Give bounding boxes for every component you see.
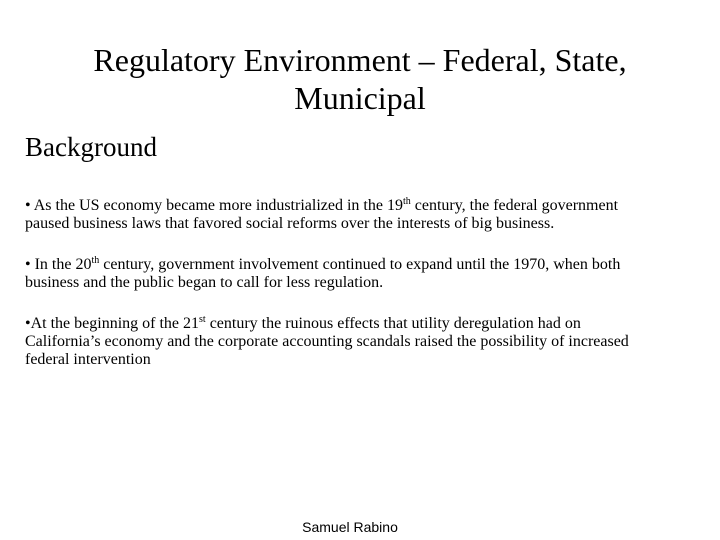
title-line-2: Municipal bbox=[294, 80, 426, 116]
bullet-1-line-1 bbox=[25, 197, 710, 215]
bullet-3-line-2: California’s economy and the corporate accounting scandals raised the possibility of increased bbox=[25, 333, 629, 350]
bullet-item-3 bbox=[25, 315, 710, 369]
section-heading: Background bbox=[25, 132, 157, 162]
bullet-1-text-a: • As the US economy became more industrialized in the 19 bbox=[25, 197, 403, 214]
bullet-1-superscript: th bbox=[402, 196, 411, 207]
bullet-list bbox=[25, 197, 710, 369]
bullet-3-text-b: century the ruinous effects that utility deregulation had on bbox=[205, 315, 581, 332]
bullet-1-line-2: paused business laws that favored social reforms over the interests of big business. bbox=[25, 215, 555, 232]
bullet-1-text-b: century, the federal government bbox=[410, 197, 619, 214]
bullet-3-superscript: st bbox=[199, 314, 206, 325]
bullet-2-line-2: business and the public began to call for less regulation. bbox=[25, 274, 384, 291]
slide-title bbox=[40, 41, 680, 117]
bullet-2-text-b: century, government involvement continued to expand until the 1970, when both bbox=[99, 256, 621, 273]
bullet-item-2 bbox=[25, 256, 710, 292]
bullet-3-line-1 bbox=[25, 315, 710, 333]
footer-author: Samuel Rabino bbox=[302, 519, 398, 535]
bullet-2-text-a: • In the 20 bbox=[25, 256, 92, 273]
bullet-2-superscript: th bbox=[91, 255, 100, 266]
bullet-3-text-a: •At the beginning of the 21 bbox=[25, 315, 200, 332]
bullet-2-line-1 bbox=[25, 256, 710, 274]
title-line-1: Regulatory Environment – Federal, State, bbox=[93, 42, 627, 78]
bullet-3-line-3: federal intervention bbox=[25, 351, 151, 368]
bullet-item-1 bbox=[25, 197, 710, 233]
